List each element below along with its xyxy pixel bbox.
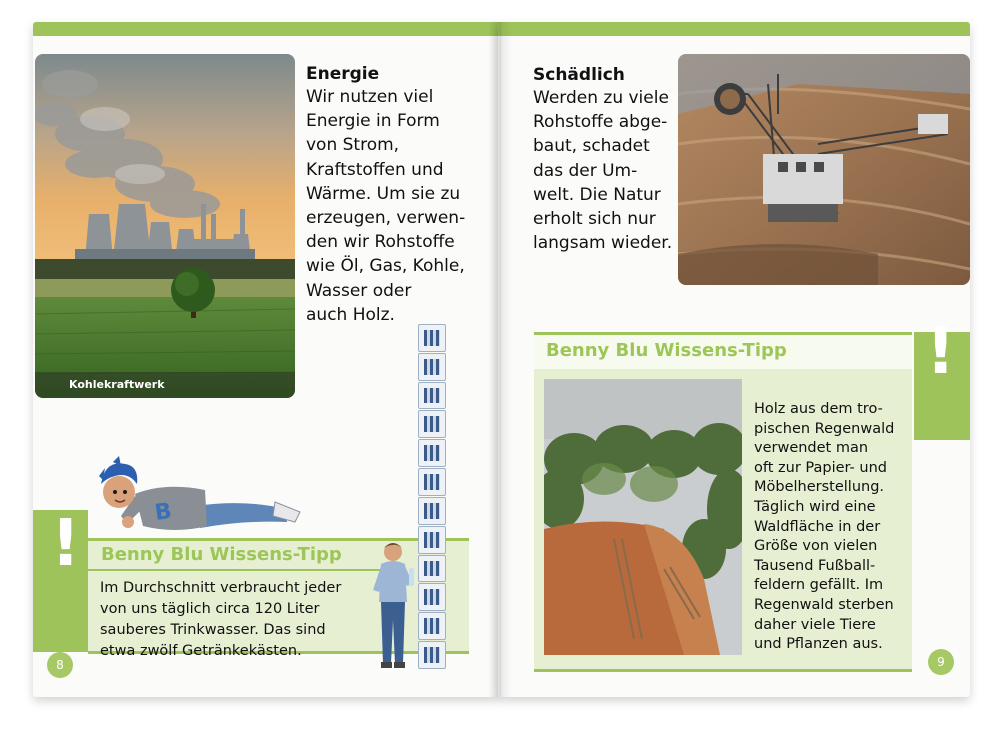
right-page	[498, 22, 970, 697]
crate-bottles	[424, 618, 440, 634]
crate-bottles	[424, 532, 440, 548]
power-plant-illustration	[35, 54, 295, 398]
tip-title-left: Benny Blu Wissens-Tipp	[101, 544, 342, 565]
drink-crate	[418, 324, 446, 352]
page-number-left: 8	[47, 652, 73, 678]
drink-crate	[418, 468, 446, 496]
tip-exclamation-mark: !	[51, 507, 81, 581]
crate-bottles	[424, 330, 440, 346]
crate-bottles	[424, 416, 440, 432]
page-number-right: 9	[928, 649, 954, 675]
schaedlich-body: Werden zu viele Rohstoffe abge- baut, schadet das der Um- welt. Die Natur erholt sich nur langsam wieder.	[533, 88, 673, 254]
crate-bottles	[424, 388, 440, 404]
power-plant-photo	[35, 54, 295, 398]
tip-title-right: Benny Blu Wissens-Tipp	[546, 340, 787, 361]
boy-with-bottle	[371, 540, 419, 672]
drink-crate	[418, 612, 446, 640]
drink-crate	[418, 555, 446, 583]
crate-bottles	[424, 647, 440, 663]
crate-bottles	[424, 589, 440, 605]
photo-caption: Kohlekraftwerk	[35, 372, 295, 398]
energie-heading: Energie	[306, 64, 380, 84]
mascot-shirt-letter: B	[153, 498, 174, 526]
excavator-photo	[678, 54, 970, 285]
tip-exclamation-mark: !	[926, 315, 956, 389]
crate-bottles	[424, 445, 440, 461]
tip-text-left: Im Durchschnitt verbraucht jeder von uns täglich circa 120 Liter sauberes Trinkwasser. Das sind etwa zwölf Getränkekästen.	[100, 580, 342, 659]
deforestation-photo	[544, 379, 742, 655]
drink-crate	[418, 526, 446, 554]
energie-body: Wir nutzen viel Energie in Form von Strom, Kraftstoffen und Wärme. Um sie zu erzeugen, verwen- den wir Rohstoffe wie Öl, Gas, Kohle, Wasser oder auch Holz.	[306, 87, 466, 325]
crate-bottles	[424, 359, 440, 375]
drink-crate	[418, 583, 446, 611]
drink-crate	[418, 410, 446, 438]
drink-crate	[418, 497, 446, 525]
top-band	[498, 22, 970, 36]
left-page	[33, 22, 498, 697]
tip-box-right	[534, 312, 970, 672]
crate-bottles	[424, 503, 440, 519]
drink-crate	[418, 353, 446, 381]
tip-title-underline	[88, 569, 388, 571]
benny-mascot	[95, 454, 305, 544]
drink-crate	[418, 382, 446, 410]
deforestation-illustration	[544, 379, 742, 655]
drink-crate	[418, 439, 446, 467]
drink-crate	[418, 641, 446, 669]
tip-text-right: Holz aus dem tro- pischen Regenwald verwendet man oft zur Papier- und Möbelherstellung. Täglich wird eine Waldfläche in der Größe von vielen Tausend Fußball- feldern gefällt. Im Regenwald sterben daher viele Tiere und Pflanzen aus.	[754, 401, 895, 653]
crate-bottles	[424, 474, 440, 490]
crate-bottles	[424, 561, 440, 577]
excavator-illustration	[678, 54, 970, 285]
schaedlich-heading: Schädlich	[533, 65, 625, 85]
top-band	[33, 22, 498, 36]
crate-stack	[418, 324, 446, 670]
